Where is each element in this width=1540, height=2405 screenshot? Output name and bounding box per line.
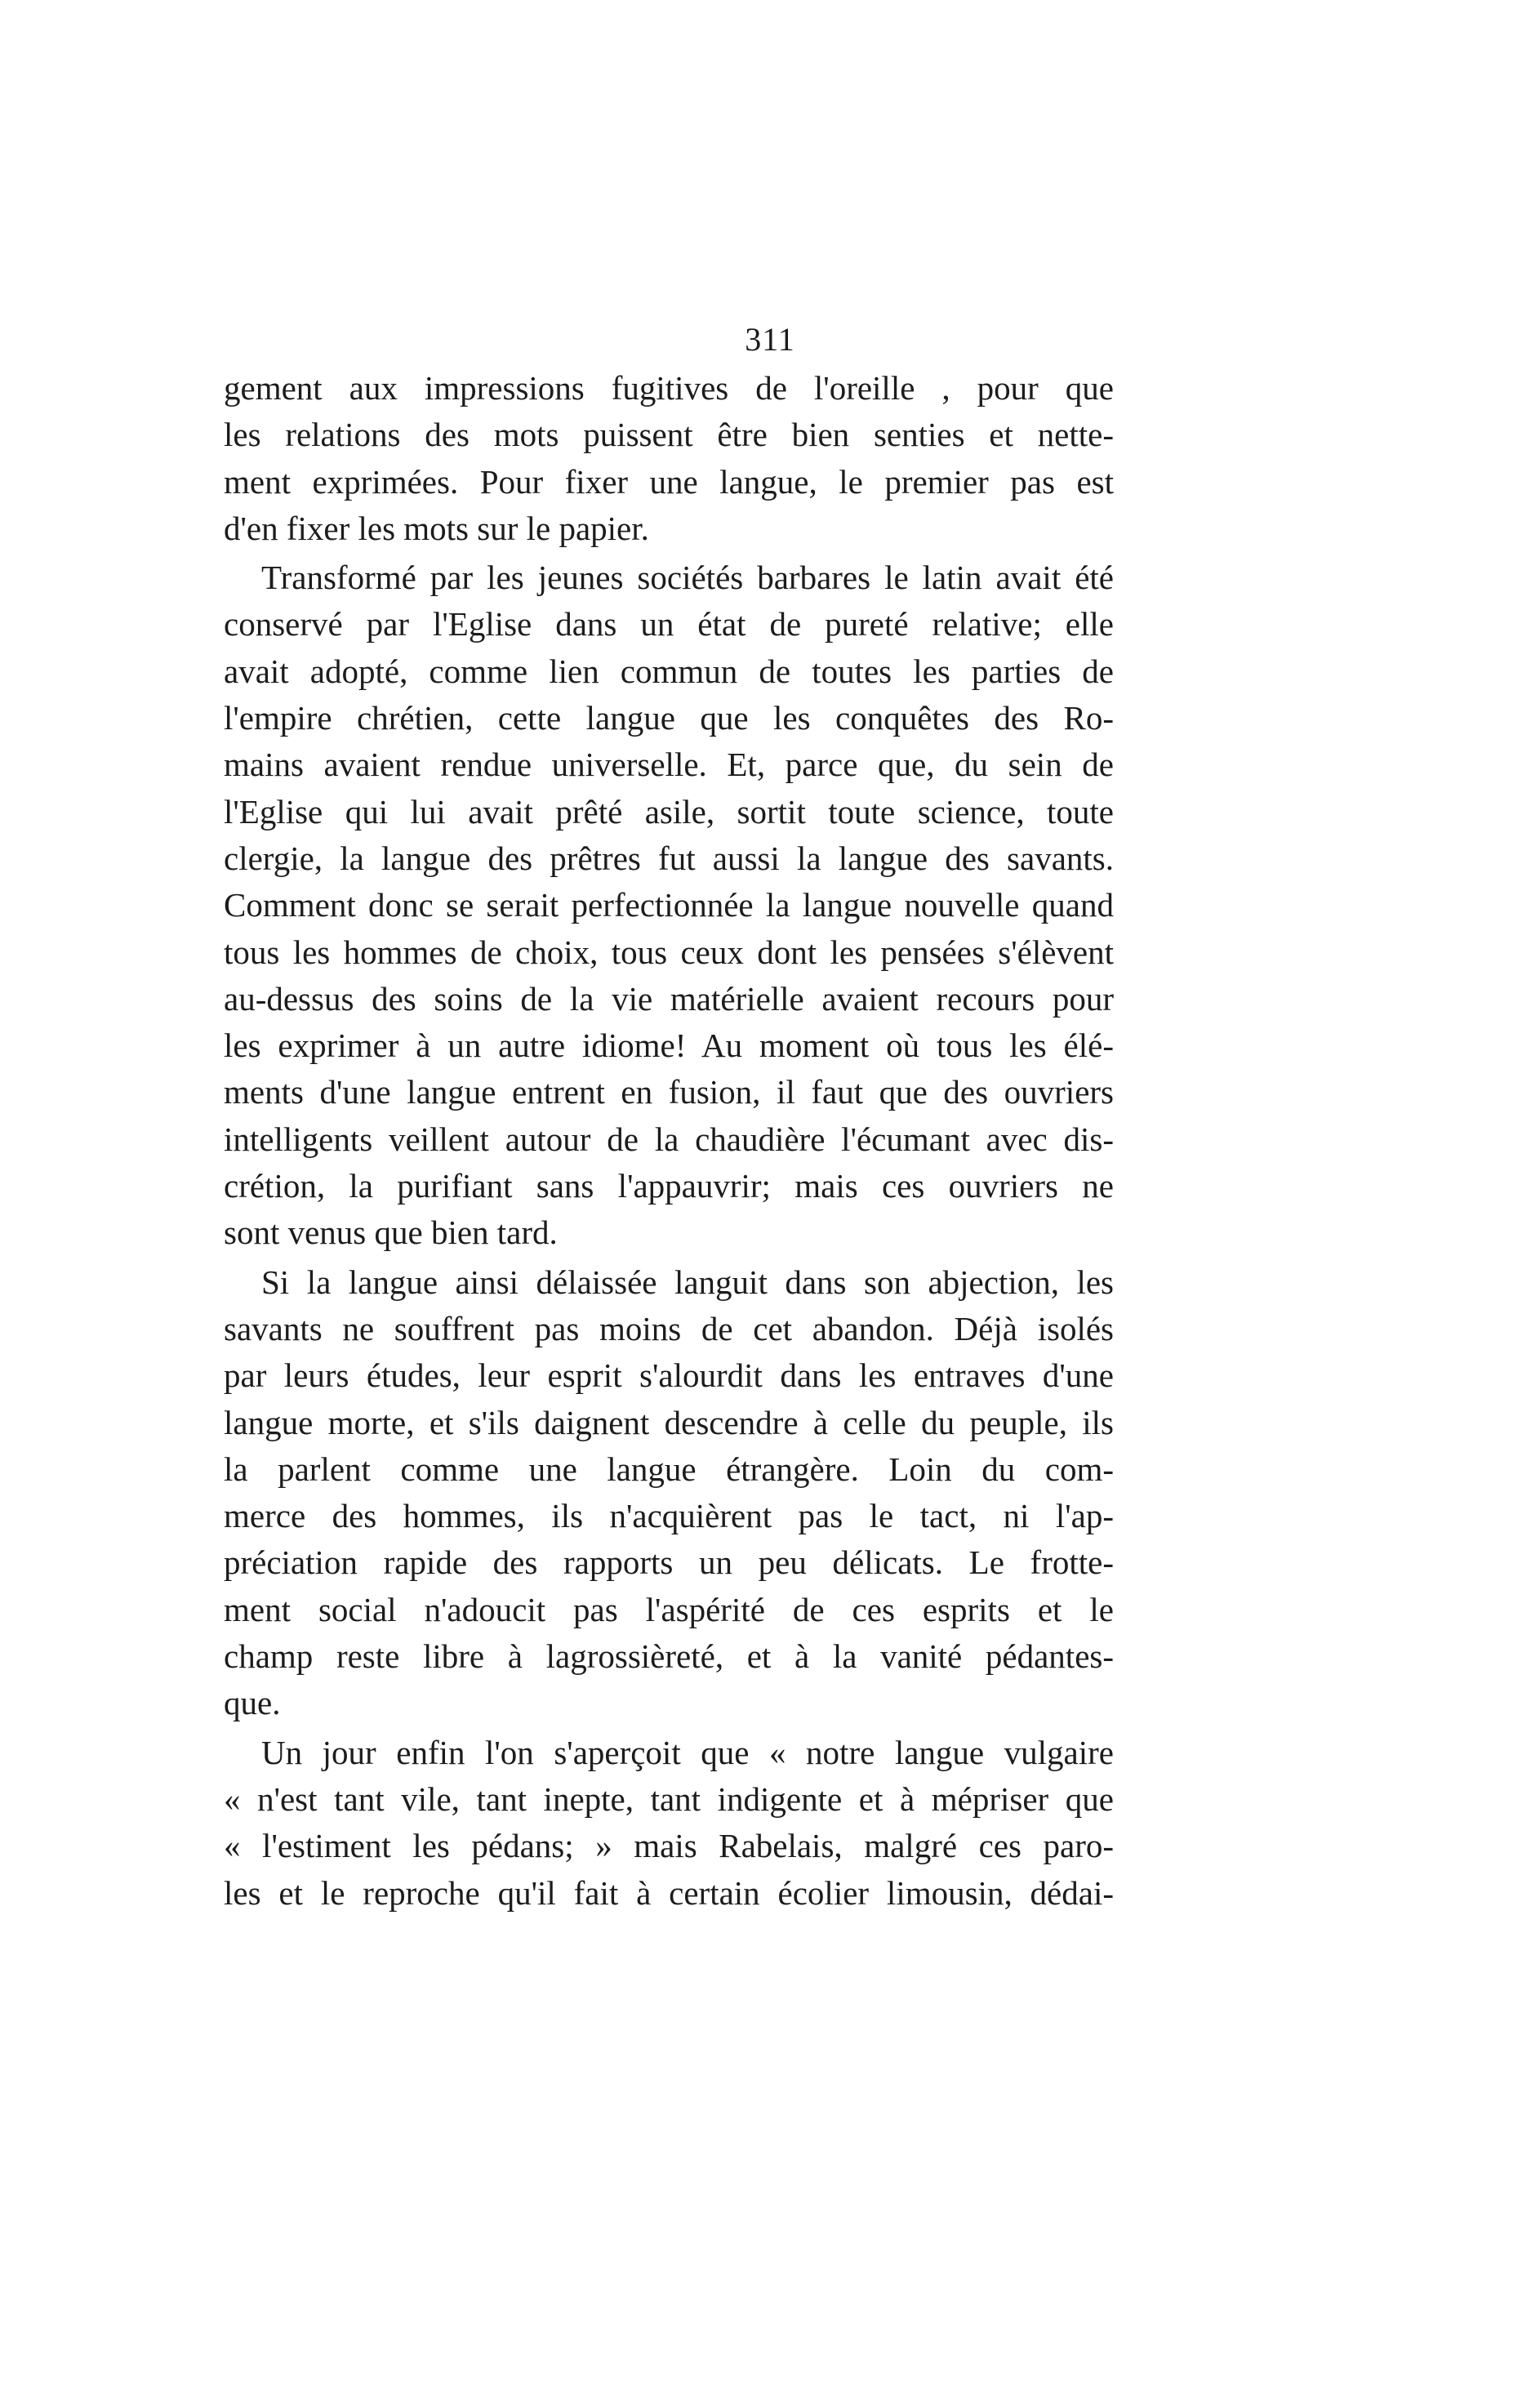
paragraph-4: [224, 1730, 1114, 1917]
text-line: par leurs études, leur esprit s'alourdit dans les entraves d'une: [224, 1356, 1114, 1395]
text-line: ment exprimées. Pour fixer une langue, le premier pas est: [224, 462, 1114, 501]
text-line: champ reste libre à lagrossièreté, et à la vanité pédantes-: [224, 1637, 1114, 1676]
paragraph-3: [224, 1259, 1114, 1727]
text-line: ment social n'adoucit pas l'aspérité de ces esprits et le: [224, 1590, 1114, 1628]
text-line: conservé par l'Eglise dans un état de pureté relative; elle: [224, 605, 1114, 644]
text-line: « n'est tant vile, tant inepte, tant indigente et à mépriser que: [224, 1779, 1114, 1818]
text-line: tous les hommes de choix, tous ceux dont les pensées s'élèvent: [224, 933, 1114, 971]
text-line: clergie, la langue des prêtres fut aussi la langue des savants.: [224, 839, 1114, 877]
text-line: Comment donc se serait perfectionnée la langue nouvelle quand: [224, 886, 1114, 924]
text-line: langue morte, et s'ils daignent descendre à celle du peuple, ils: [224, 1403, 1114, 1441]
text-line: sont venus que bien tard.: [224, 1214, 558, 1252]
paragraph-2: [224, 554, 1114, 1256]
text-line: savants ne souffrent pas moins de cet abandon. Déjà isolés: [224, 1309, 1114, 1347]
text-line: l'Eglise qui lui avait prêté asile, sortit toute science, toute: [224, 792, 1114, 831]
text-line: Si la langue ainsi délaissée languit dans son abjection, les: [261, 1263, 1114, 1301]
text-line: préciation rapide des rapports un peu délicats. Le frotte-: [224, 1543, 1114, 1582]
text-line: au-dessus des soins de la vie matérielle avaient recours pour: [224, 979, 1114, 1018]
text-line: les exprimer à un autre idiome! Au moment où tous les élé-: [224, 1027, 1114, 1065]
text-line: merce des hommes, ils n'acquièrent pas le tact, ni l'ap-: [224, 1497, 1114, 1535]
text-line: Un jour enfin l'on s'aperçoit que « notre langue vulgaire: [261, 1733, 1114, 1771]
text-line: la parlent comme une langue étrangère. Loin du com-: [224, 1450, 1114, 1488]
text-line: intelligents veillent autour de la chaudière l'écumant avec dis-: [224, 1120, 1114, 1158]
text-line: les et le reproche qu'il fait à certain écolier limousin, dédai-: [224, 1873, 1114, 1912]
text-line: avait adopté, comme lien commun de toutes les parties de: [224, 652, 1114, 690]
text-line: les relations des mots puissent être bien senties et nette-: [224, 416, 1114, 454]
page-number: 311: [745, 321, 795, 358]
text-line: gement aux impressions fugitives de l'oreille , pour que: [224, 369, 1114, 407]
text-line: crétion, la purifiant sans l'appauvrir; mais ces ouvriers ne: [224, 1167, 1114, 1205]
text-line: d'en fixer les mots sur le papier.: [224, 509, 649, 547]
text-line: ments d'une langue entrent en fusion, il faut que des ouvriers: [224, 1073, 1114, 1111]
text-line: l'empire chrétien, cette langue que les conquêtes des Ro-: [224, 699, 1114, 737]
text-line: Transformé par les jeunes sociétés barbares le latin avait été: [261, 559, 1114, 597]
paragraph-1: [224, 365, 1114, 552]
body-text: [224, 365, 1114, 1917]
text-line: que.: [224, 1684, 281, 1722]
text-line: mains avaient rendue universelle. Et, parce que, du sein de: [224, 746, 1114, 784]
text-line: « l'estiment les pédans; » mais Rabelais, malgré ces paro-: [224, 1827, 1114, 1865]
